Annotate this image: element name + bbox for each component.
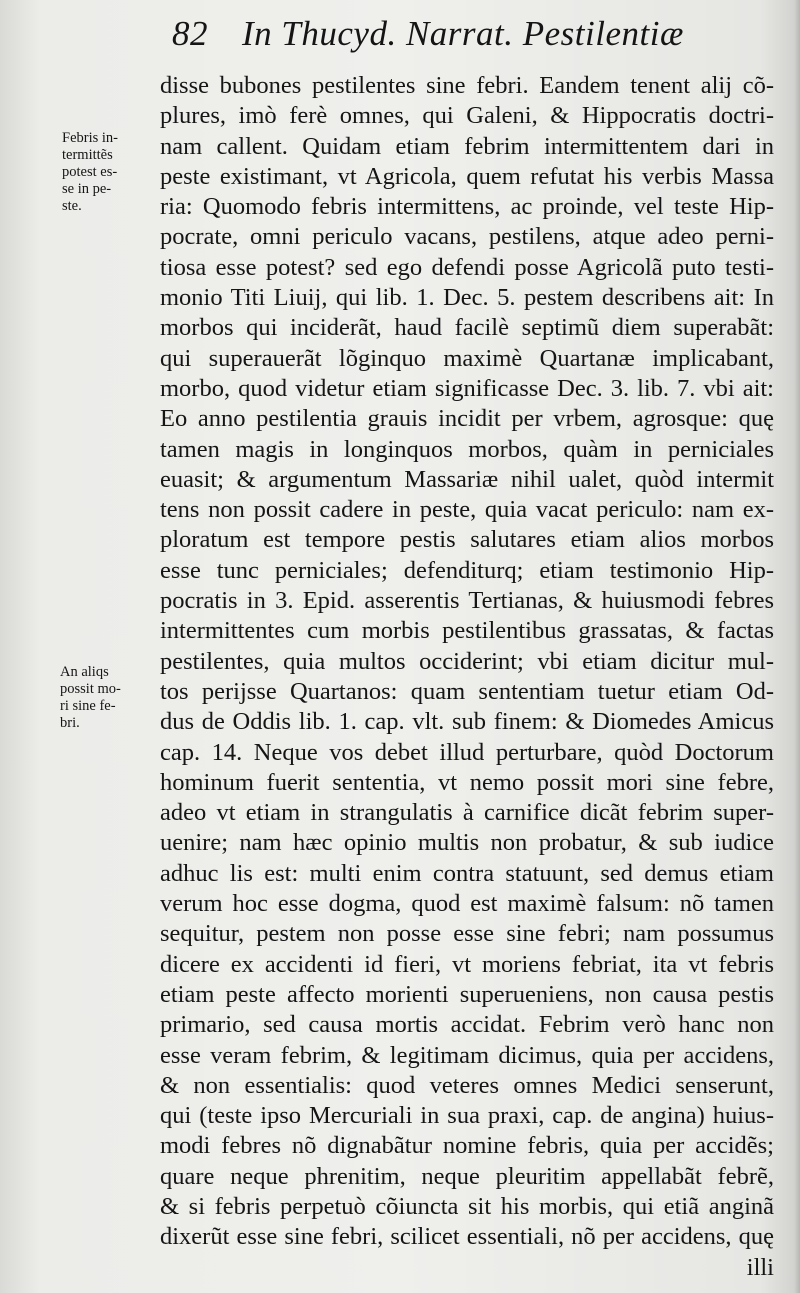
- text-line: uenire; nam hæc opinio multis non probatur, & sub iudice: [160, 829, 774, 857]
- text-line: esse veram febrim, & legitimam dicimus, quia per accidens,: [160, 1041, 774, 1069]
- text-line: monio Titi Liuij, qui lib. 1. Dec. 5. pestem describens ait: In: [160, 284, 774, 312]
- text-line: nam callent. Quidam etiam febrim intermittentem dari in: [160, 132, 774, 160]
- text-line: etiam peste affecto morienti superueniens, non causa pestis: [160, 980, 774, 1008]
- text-line: illi: [746, 1253, 774, 1281]
- text-line: adhuc lis est: multi enim contra statuunt, sed demus etiam: [160, 859, 774, 887]
- text-line: adeo vt etiam in strangulatis à carnifice dicãt febrim super-: [160, 799, 774, 827]
- text-line: esse tunc perniciales; defenditurq; etiam testimonio Hip-: [160, 556, 774, 584]
- text-line: euasit; & argumentum Massariæ nihil ualet, quòd intermit: [160, 465, 774, 493]
- text-line: pestilentes, quia multos occiderint; vbi etiam dicitur mul-: [160, 647, 774, 675]
- margin-note-line: bri.: [60, 715, 80, 731]
- margin-note-febris: [62, 130, 118, 215]
- text-line: Eo anno pestilentia grauis incidit per vrbem, agrosque: quę: [160, 405, 774, 433]
- margin-note-line: possit mo-: [60, 681, 121, 697]
- running-title: In Thucyd. Narrat. Pestilentiæ: [242, 14, 684, 53]
- text-line: & si febris perpetuò cõiuncta sit his morbis, qui etiã anginã: [160, 1192, 774, 1220]
- text-line: intermittentes cum morbis pestilentibus grassatas, & factas: [160, 617, 774, 645]
- text-line: peste existimant, vt Agricola, quem refutat his verbis Massa: [160, 162, 774, 190]
- margin-note-line: potest es-: [62, 164, 118, 180]
- text-line: ploratum est tempore pestis salutares etiam alios morbos: [160, 526, 774, 554]
- text-line: cap. 14. Neque vos debet illud perturbare, quòd Doctorum: [160, 738, 774, 766]
- text-line: ria: Quomodo febris intermittens, ac proinde, vel teste Hip-: [160, 193, 774, 221]
- text-line: tens non possit cadere in peste, quia vacat periculo: nam ex-: [160, 496, 774, 524]
- text-line: tamen magis in longinquos morbos, quàm in perniciales: [160, 435, 774, 463]
- margin-note-line: An aliqs: [60, 664, 109, 680]
- text-line: quare neque phrenitim, neque pleuritim appellabãt febrẽ,: [160, 1162, 774, 1190]
- text-line: & non essentialis: quod veteres omnes Medici senserunt,: [160, 1071, 774, 1099]
- margin-note-line: se in pe-: [62, 181, 112, 197]
- text-line: disse bubones pestilentes sine febri. Eandem tenent alij cõ-: [160, 72, 774, 99]
- page-edge-shadow: [794, 0, 800, 1293]
- page-number: 82: [172, 14, 208, 53]
- main-text-block: [160, 71, 774, 1283]
- text-line: verum hoc esse dogma, quod est maximè falsum: nõ tamen: [160, 890, 774, 918]
- text-line: qui superauerãt lõginquo maximè Quartanæ implicabant,: [160, 344, 774, 372]
- text-line: pocrate, omni periculo vacans, pestilens, atque adeo perni-: [160, 223, 774, 251]
- margin-note-line: ste.: [62, 198, 82, 214]
- text-line: morbo, quod videtur etiam significasse Dec. 3. lib. 7. vbi ait:: [160, 374, 774, 402]
- text-line: primario, sed causa mortis accidat. Febrim verò hanc non: [160, 1011, 774, 1039]
- text-line: pocratis in 3. Epid. asserentis Tertianas, & huiusmodi febres: [160, 587, 774, 615]
- running-header: [172, 14, 684, 54]
- text-line: plures, imò ferè omnes, qui Galeni, & Hippocratis doctri-: [160, 102, 774, 130]
- text-line: dicere ex accidenti id fieri, vt moriens febriat, ita vt febris: [160, 950, 774, 978]
- text-line: tos perijsse Quartanos: quam sententiam tuetur etiam Od-: [160, 677, 774, 705]
- margin-note-an-aliqs: [60, 664, 121, 732]
- text-line: hominum fuerit sententia, vt nemo possit mori sine febre,: [160, 768, 774, 796]
- text-line: modi febres nõ dignabãtur nomine febris, quia per accidẽs;: [160, 1132, 774, 1160]
- margin-note-line: Febris in-: [62, 130, 118, 146]
- text-line: sequitur, pestem non posse esse sine febri; nam possumus: [160, 920, 774, 948]
- text-line: qui (teste ipso Mercuriali in sua praxi, cap. de angina) huius-: [160, 1102, 774, 1130]
- text-line: tiosa esse potest? sed ego defendi posse Agricolã puto testi-: [160, 253, 774, 281]
- margin-note-line: ri sine fe-: [60, 698, 116, 714]
- text-line: dus de Oddis lib. 1. cap. vlt. sub finem: & Diomedes Amicus: [160, 708, 774, 736]
- margin-note-line: termittẽs: [62, 147, 113, 163]
- text-line: morbos qui inciderãt, haud facilè septimũ diem superabãt:: [160, 314, 774, 342]
- text-line: dixerũt esse sine febri, scilicet essentiali, nõ per accidens, quę: [160, 1223, 774, 1251]
